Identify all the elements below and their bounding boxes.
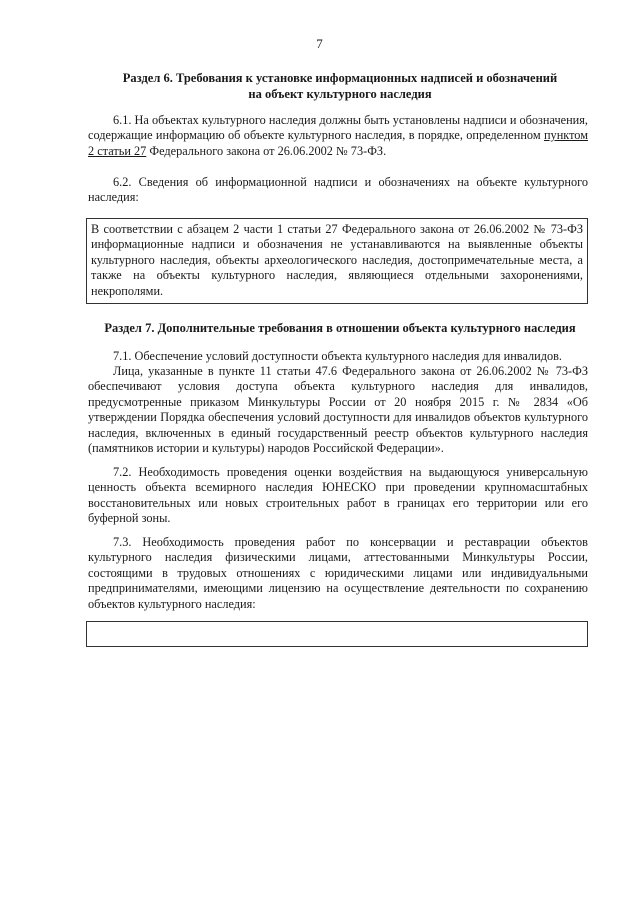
info-inscription-text: В соответствии с абзацем 2 части 1 статьи 27 Федерального закона от 26.06.2002 № 73-ФЗ информационные надписи и обозначения не устанавливаются на выявленные объекты культурного наследия, объекты археологического наследия, достопримечательные места, а также на объекты культурного наследия, являющиеся отдельными захоронениями, некрополями.	[91, 222, 583, 298]
empty-requirements-text	[87, 622, 587, 628]
paragraph-6-1-text-b: Федерального закона от 26.06.2002 № 73-ФЗ.	[146, 143, 387, 158]
section7-heading: Раздел 7. Дополнительные требования в отношении объекта культурного наследия	[104, 321, 576, 335]
paragraph-6-1-text-a: 6.1. На объектах культурного наследия должны быть установлены надписи и обозначения, содержащие информацию об объекте культурного наследия, в порядке, определенном	[88, 113, 588, 143]
paragraph-7-1-details: Лица, указанные в пункте 11 статьи 47.6 Федерального закона от 26.06.2002 № 73-ФЗ обеспечивают условия доступа объекта культурного наследия для инвалидов, предусмотренные приказом Минкультуры России от 20 ноября 2015 г. № 2834 «Об утверждении Порядка обеспечения условий доступности для инвалидов объектов культурного наследия, включенных в единый государственный реестр объектов культурного наследия (памятников истории и культуры) народов Российской Федерации».	[88, 364, 588, 456]
paragraph-7-3: 7.3. Необходимость проведения работ по консервации и реставрации объектов культурного наследия физическими лицами, аттестованными Минкультуры России, состоящими в трудовых отношениях с юридическими лицами или индивидуальными предпринимателями, имеющими лицензию на осуществление деятельности по сохранению объектов культурного наследия:	[88, 535, 588, 611]
paragraph-6-1	[88, 113, 588, 159]
paragraph-6-2: 6.2. Сведения об информационной надписи и обозначениях на объекте культурного наследия:	[88, 175, 588, 205]
paragraph-7-1: 7.1. Обеспечение условий доступности объекта культурного наследия для инвалидов.	[113, 349, 563, 363]
section6-heading-line1: Раздел 6. Требования к установке информационных надписей и обозначений	[122, 71, 558, 85]
page-number: 7	[316, 36, 323, 51]
section6-heading-line2: на объект культурного наследия	[248, 87, 432, 101]
info-inscription-box	[86, 218, 588, 304]
law-reference-link[interactable]: пунктом 2 статьи 27	[88, 128, 588, 158]
empty-requirements-box	[86, 621, 588, 647]
paragraph-7-2: 7.2. Необходимость проведения оценки воздействия на выдающуюся универсальную ценность объекта всемирного наследия ЮНЕСКО при проведении крупномасштабных восстановительных или новых строительных работ в границах его территории или его буферной зоны.	[88, 465, 588, 526]
section6-heading	[60, 70, 620, 102]
